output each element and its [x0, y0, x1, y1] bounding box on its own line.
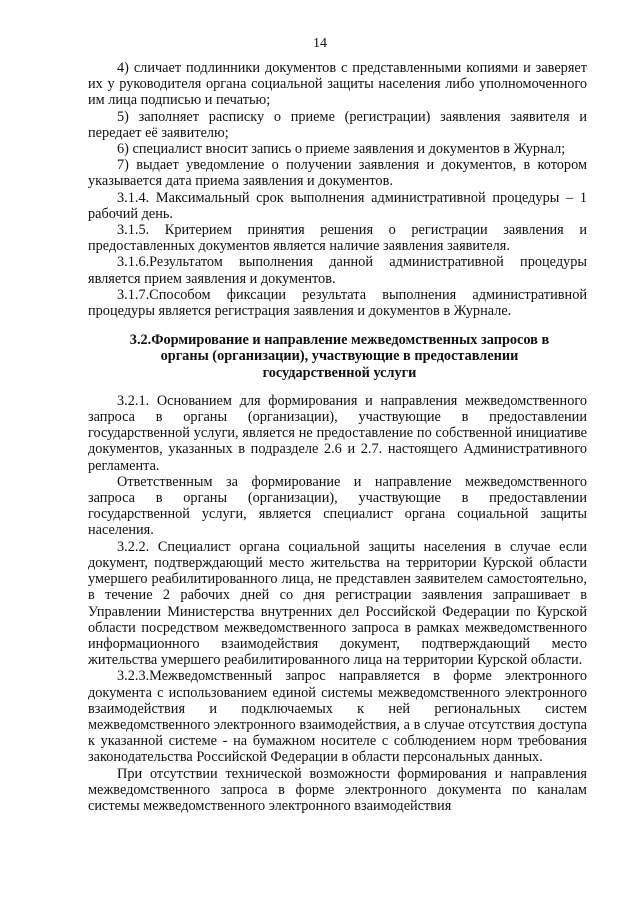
paragraph-3-1-4: 3.1.4. Максимальный срок выполнения административной процедуры – 1 рабочий день. — [88, 189, 587, 222]
paragraph-item-5: 5) заполняет расписку о приеме (регистрации) заявления заявителя и передает её заявителю; — [88, 108, 587, 141]
paragraph-no-technical-possibility: При отсутствии технической возможности формирования и направления межведомственного запроса в форме электронного документа по каналам системы межведомственного электронного взаимодействия — [88, 765, 587, 814]
section-heading-3-2: 3.2.Формирование и направление межведомственных запросов в органы (организации), участвующие в предоставлении государственной услуги — [129, 332, 550, 381]
paragraph-3-1-6: 3.1.6.Результатом выполнения данной административной процедуры является прием заявления и документов. — [88, 254, 587, 287]
paragraph-responsible: Ответственным за формирование и направление межведомственного запроса в органы (организации), участвующие в предоставлении государственной услуги, является специалист органа социальной защиты населения. — [88, 473, 587, 539]
paragraph-3-1-5: 3.1.5. Критерием принятия решения о регистрации заявления и предоставленных документов является наличие заявления заявителя. — [88, 222, 587, 255]
paragraph-3-2-3: 3.2.3.Межведомственный запрос направляется в форме электронного документа с использованием единой системы межведомственного электронного взаимодействия и подключаемых к ней региональных систем межведомственного электронного взаимодействия, а в случае отсутствия доступа к указанной системе - на бумажном носителе с соблюдением норм требования законодательства Российской Федерации в области персональных данных. — [88, 668, 587, 766]
document-body — [88, 60, 587, 814]
paragraph-3-2-1: 3.2.1. Основанием для формирования и направления межведомственного запроса в органы (организации), участвующие в предоставлении государственной услуги, является не предоставление по собственной инициативе документов, указанных в подразделе 2.6 и 2.7. настоящего Административного регламента. — [88, 392, 587, 474]
paragraph-3-2-2: 3.2.2. Специалист органа социальной защиты населения в случае если документ, подтверждающий место жительства на территории Курской области умершего реабилитированного лица, не представлен заявителем самостоятельно, в течение 2 рабочих дней со дня регистрации заявления запрашивает в Управлении Министерства внутренних дел Российской Федерации по Курской области посредством межведомственного запроса в рамках межведомственного информационного взаимодействия документ, подтверждающий место жительства умершего реабилитированного лица на территории Курской области. — [88, 538, 587, 669]
paragraph-item-4: 4) сличает подлинники документов с представленными копиями и заверяет их у руководителя органа социальной защиты населения либо уполномоченного им лица подписью и печатью; — [88, 60, 587, 109]
paragraph-item-7: 7) выдает уведомление о получении заявления и документов, в котором указывается дата приема заявления и документов. — [88, 157, 587, 190]
paragraph-3-1-7: 3.1.7.Способом фиксации результата выполнения административной процедуры является регистрация заявления и документов в Журнале. — [88, 286, 587, 320]
page-number: 14 — [313, 36, 327, 51]
paragraph-item-6: 6) специалист вносит запись о приеме заявления и документов в Журнал; — [117, 141, 566, 158]
